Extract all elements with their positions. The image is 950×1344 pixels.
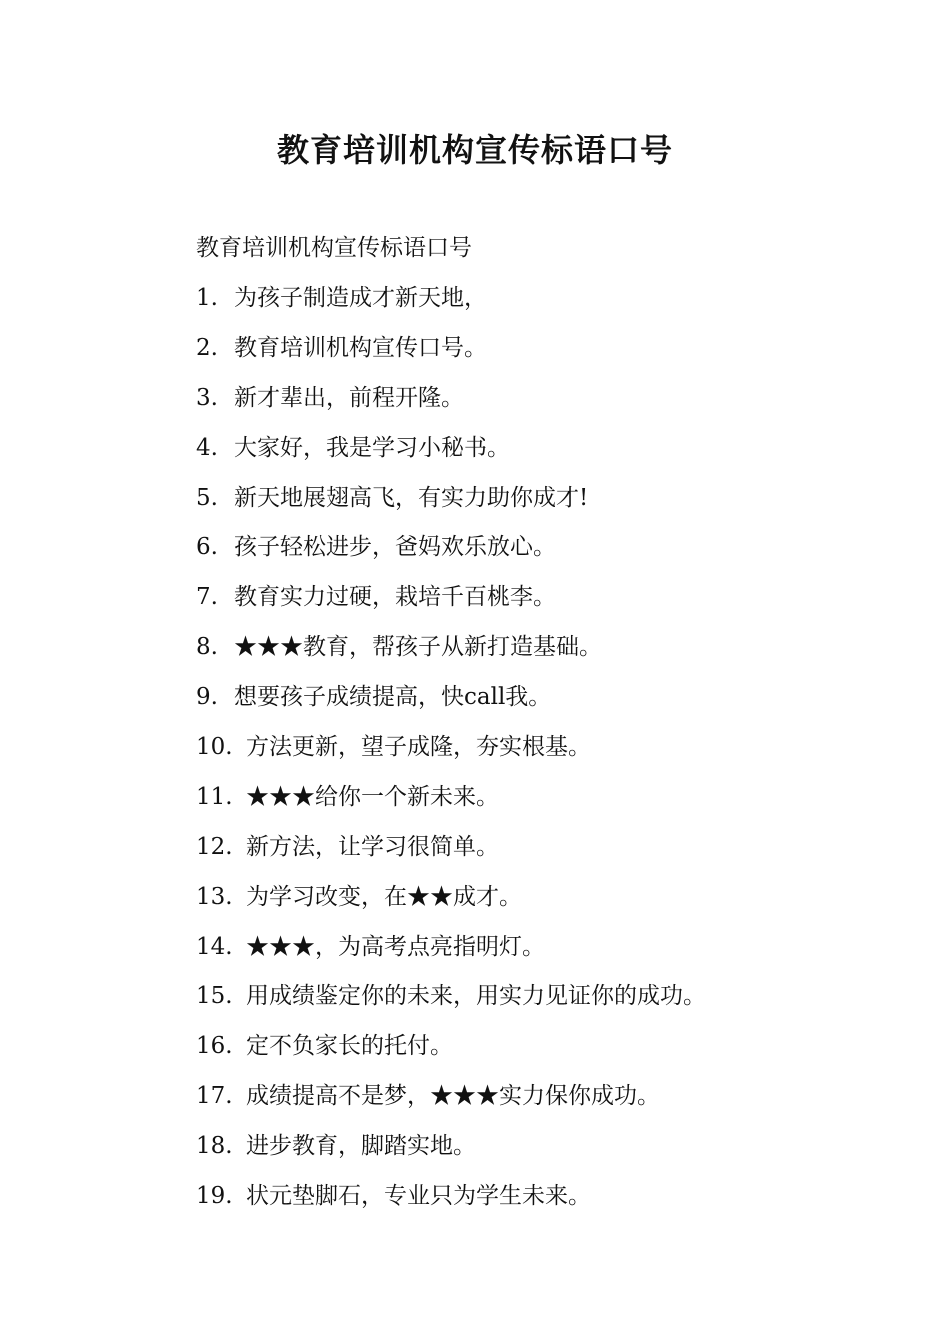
item-text: 定不负家长的托付。: [246, 1033, 453, 1060]
item-number: 2.: [196, 334, 218, 361]
list-item: [196, 1178, 896, 1228]
item-number: 5.: [196, 484, 218, 511]
item-text: 孩子轻松进步，爸妈欢乐放心。: [234, 534, 556, 561]
list-item: [196, 879, 896, 929]
item-number: 18.: [196, 1133, 233, 1160]
item-text: ★★★，为高考点亮指明灯。: [246, 933, 545, 960]
item-number: 1.: [196, 285, 218, 311]
list-item: [196, 529, 896, 579]
item-text: 新天地展翅高飞，有实力助你成才!: [234, 484, 589, 511]
item-text: 为孩子制造成才新天地，: [234, 285, 487, 311]
item-number: 6.: [196, 534, 218, 561]
list-item: [196, 679, 896, 729]
list-item: [196, 829, 896, 879]
list-item: [196, 579, 896, 629]
item-number: 9.: [196, 684, 218, 711]
list-item: [196, 929, 896, 979]
list-item: [196, 480, 896, 530]
item-number: 3.: [196, 384, 218, 411]
document-title: 教育培训机构宣传标语口号: [276, 131, 673, 169]
item-number: 12.: [196, 833, 233, 860]
item-number: 17.: [196, 1083, 233, 1110]
item-text: 成绩提高不是梦，★★★实力保你成功。: [246, 1083, 660, 1110]
item-text: 新才辈出，前程开隆。: [234, 384, 464, 411]
list-item: [196, 629, 896, 679]
list-item: [196, 779, 896, 829]
item-text: 想要孩子成绩提高，快call我。: [234, 684, 552, 711]
item-number: 8.: [196, 634, 218, 661]
item-text: 教育培训机构宣传口号。: [234, 334, 487, 361]
item-text: ★★★给你一个新未来。: [246, 783, 499, 810]
item-text: 进步教育，脚踏实地。: [246, 1133, 476, 1160]
list-item: [196, 1078, 896, 1128]
list-item: [196, 330, 896, 380]
list-item: [196, 380, 896, 430]
list-item: [196, 978, 896, 1028]
list-item: [196, 729, 896, 779]
item-text: 状元垫脚石，专业只为学生未来。: [246, 1183, 591, 1210]
item-number: 11.: [196, 783, 233, 810]
item-number: 19.: [196, 1183, 233, 1210]
item-text: 用成绩鉴定你的未来，用实力见证你的成功。: [246, 983, 706, 1010]
list-item: [196, 280, 896, 330]
item-text: ★★★教育，帮孩子从新打造基础。: [234, 634, 602, 661]
document-subtitle: 教育培训机构宣传标语口号: [196, 235, 472, 261]
list-item: [196, 430, 896, 480]
item-number: 14.: [196, 933, 233, 960]
item-number: 10.: [196, 734, 233, 761]
item-text: 教育实力过硬，栽培千百桃李。: [234, 584, 556, 611]
item-number: 4.: [196, 434, 218, 461]
slogan-list: [196, 280, 896, 1228]
item-number: 15.: [196, 983, 233, 1010]
item-text: 为学习改变，在★★成才。: [246, 883, 522, 910]
list-item: [196, 1128, 896, 1178]
item-text: 新方法，让学习很简单。: [246, 833, 499, 860]
item-number: 16.: [196, 1033, 233, 1060]
item-text: 大家好，我是学习小秘书。: [234, 434, 510, 461]
item-number: 13.: [196, 883, 233, 910]
item-number: 7.: [196, 584, 218, 611]
list-item: [196, 1028, 896, 1078]
item-text: 方法更新，望子成隆，夯实根基。: [246, 734, 591, 761]
document-body: [196, 230, 896, 1228]
